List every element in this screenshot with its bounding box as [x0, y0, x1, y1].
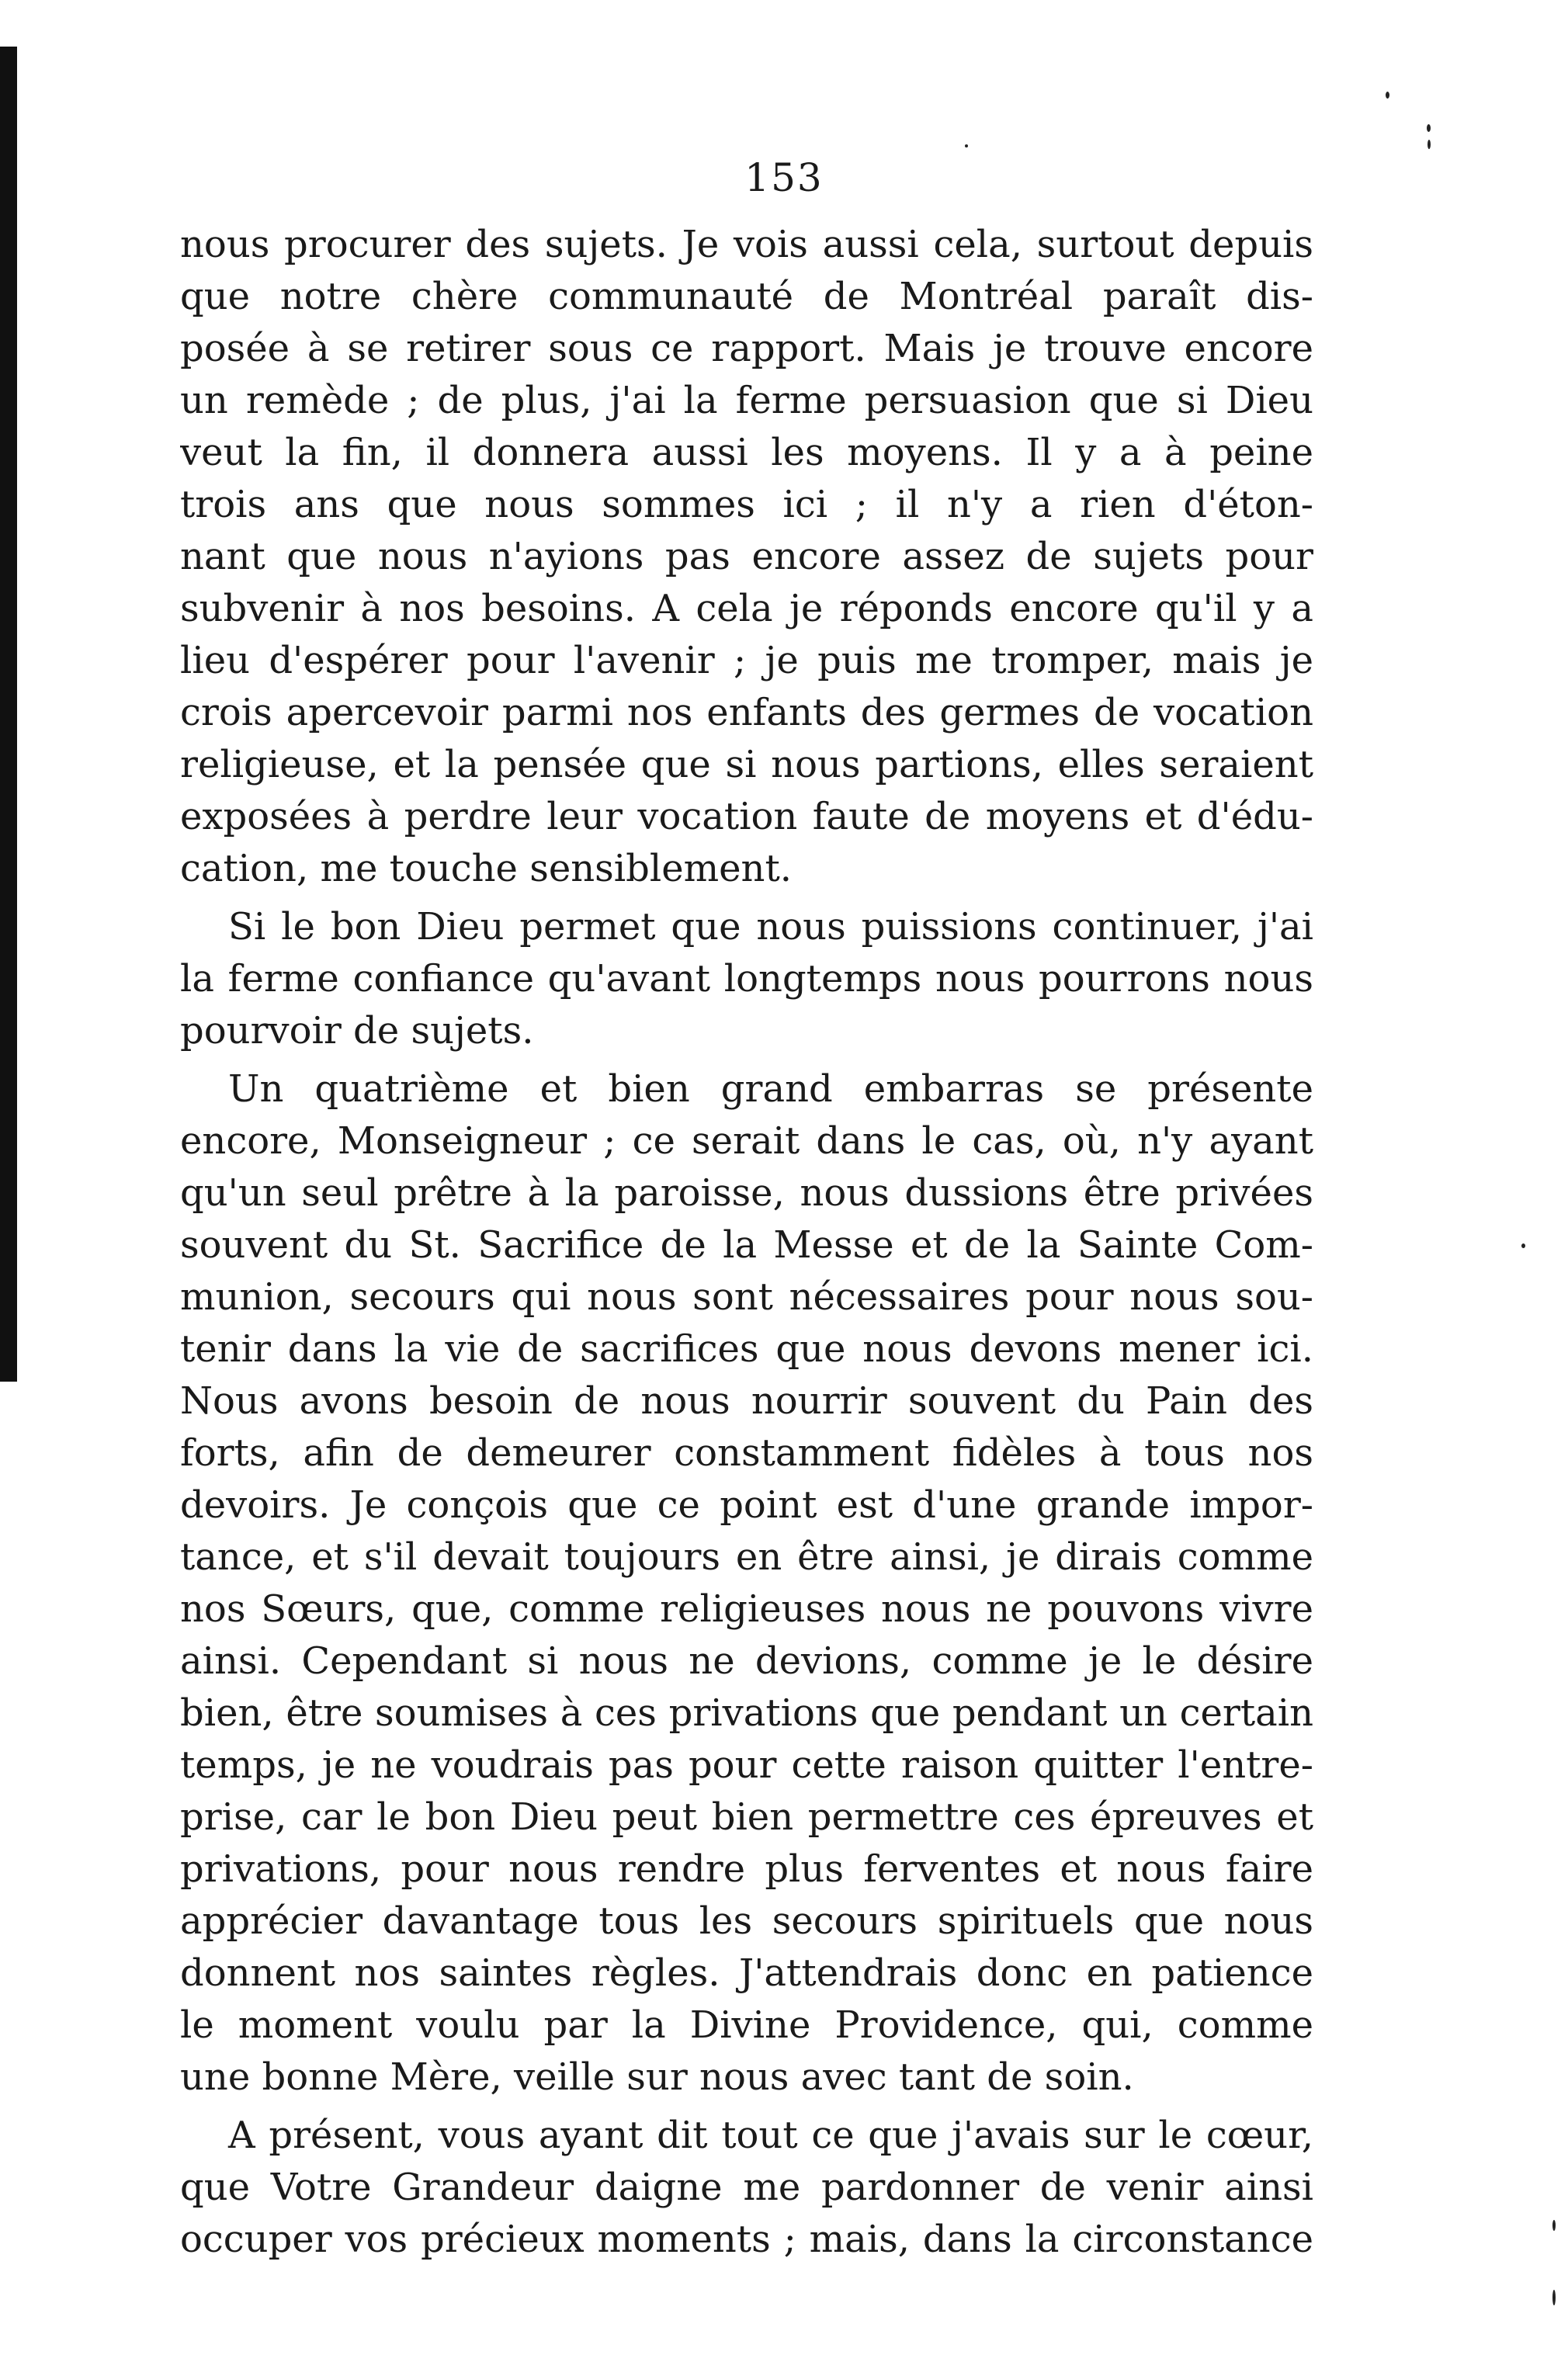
body-text	[180, 219, 1313, 2266]
text-line: nos Sœurs, que, comme religieuses nous ne pouvons vivre	[180, 1587, 1313, 1631]
text-line: munion, secours qui nous sont nécessaires pour nous sou-	[180, 1275, 1313, 1319]
text-line: prise, car le bon Dieu peut bien permettre ces épreuves et	[180, 1795, 1313, 1839]
scan-speck	[965, 144, 968, 147]
scan-speck	[1386, 92, 1389, 99]
scan-speck	[1428, 140, 1431, 149]
text-line: A présent, vous ayant dit tout ce que j'avais sur le cœur,	[228, 2114, 1313, 2157]
text-line: religieuse, et la pensée que si nous partions, elles seraient	[180, 743, 1313, 786]
text-line: exposées à perdre leur vocation faute de moyens et d'édu-	[180, 795, 1313, 838]
text-line: devoirs. Je conçois que ce point est d'une grande impor-	[180, 1483, 1313, 1527]
paragraph-gap	[180, 2104, 1313, 2110]
text-line: donnent nos saintes règles. J'attendrais donc en patience	[180, 1951, 1313, 1995]
page-number: 153	[744, 155, 824, 200]
text-line: trois ans que nous sommes ici ; il n'y a rien d'éton-	[180, 483, 1313, 526]
text-line: forts, afin de demeurer constamment fidèles à tous nos	[180, 1431, 1313, 1475]
scan-speck	[1552, 2290, 1556, 2305]
scan-speck	[1521, 1243, 1525, 1248]
text-line: temps, je ne voudrais pas pour cette raison quitter l'entre-	[180, 1743, 1313, 1787]
text-line: une bonne Mère, veille sur nous avec tant de soin.	[180, 2055, 1134, 2099]
text-line: veut la fin, il donnera aussi les moyens. Il y a à peine	[180, 431, 1313, 474]
text-line: nous procurer des sujets. Je vois aussi cela, surtout depuis	[180, 223, 1313, 266]
text-line: que Votre Grandeur daigne me pardonner de venir ainsi	[180, 2166, 1313, 2209]
text-line: le moment voulu par la Divine Providence, qui, comme	[180, 2003, 1313, 2047]
scan-speck	[1427, 124, 1431, 132]
text-line: tenir dans la vie de sacrifices que nous devons mener ici.	[180, 1327, 1313, 1371]
paragraph-gap	[180, 895, 1313, 901]
text-line: privations, pour nous rendre plus ferventes et nous faire	[180, 1847, 1313, 1891]
text-line: que notre chère communauté de Montréal paraît dis-	[180, 275, 1313, 318]
text-line: subvenir à nos besoins. A cela je réponds encore qu'il y a	[180, 587, 1313, 630]
text-line: tance, et s'il devait toujours en être ainsi, je dirais comme	[180, 1535, 1313, 1579]
text-line: Si le bon Dieu permet que nous puissions continuer, j'ai	[228, 905, 1313, 949]
text-line: ainsi. Cependant si nous ne devions, comme je le désire	[180, 1639, 1313, 1683]
text-line: la ferme confiance qu'avant longtemps nous pourrons nous	[180, 957, 1313, 1001]
text-line: occuper vos précieux moments ; mais, dans la circonstance	[180, 2218, 1313, 2261]
text-line: nant que nous n'ayions pas encore assez de sujets pour	[180, 535, 1313, 578]
paragraph-gap	[180, 1057, 1313, 1063]
text-line: bien, être soumises à ces privations que pendant un certain	[180, 1691, 1313, 1735]
text-line: crois apercevoir parmi nos enfants des germes de vocation	[180, 691, 1313, 734]
text-line: lieu d'espérer pour l'avenir ; je puis me tromper, mais je	[180, 639, 1313, 682]
text-line: encore, Monseigneur ; ce serait dans le cas, où, n'y ayant	[180, 1119, 1313, 1163]
text-line: cation, me touche sensiblement.	[180, 847, 793, 890]
text-line: apprécier davantage tous les secours spirituels que nous	[180, 1899, 1313, 1943]
scan-speck	[1552, 2220, 1556, 2231]
scan-edge-bar	[0, 47, 17, 1382]
text-line: Nous avons besoin de nous nourrir souvent du Pain des	[180, 1379, 1313, 1423]
text-line: un remède ; de plus, j'ai la ferme persuasion que si Dieu	[180, 379, 1313, 422]
text-line: pourvoir de sujets.	[180, 1009, 534, 1053]
text-line: Un quatrième et bien grand embarras se présente	[228, 1067, 1313, 1111]
text-line: posée à se retirer sous ce rapport. Mais je trouve encore	[180, 327, 1313, 370]
text-line: souvent du St. Sacrifice de la Messe et de la Sainte Com-	[180, 1223, 1313, 1267]
text-line: qu'un seul prêtre à la paroisse, nous dussions être privées	[180, 1171, 1313, 1215]
